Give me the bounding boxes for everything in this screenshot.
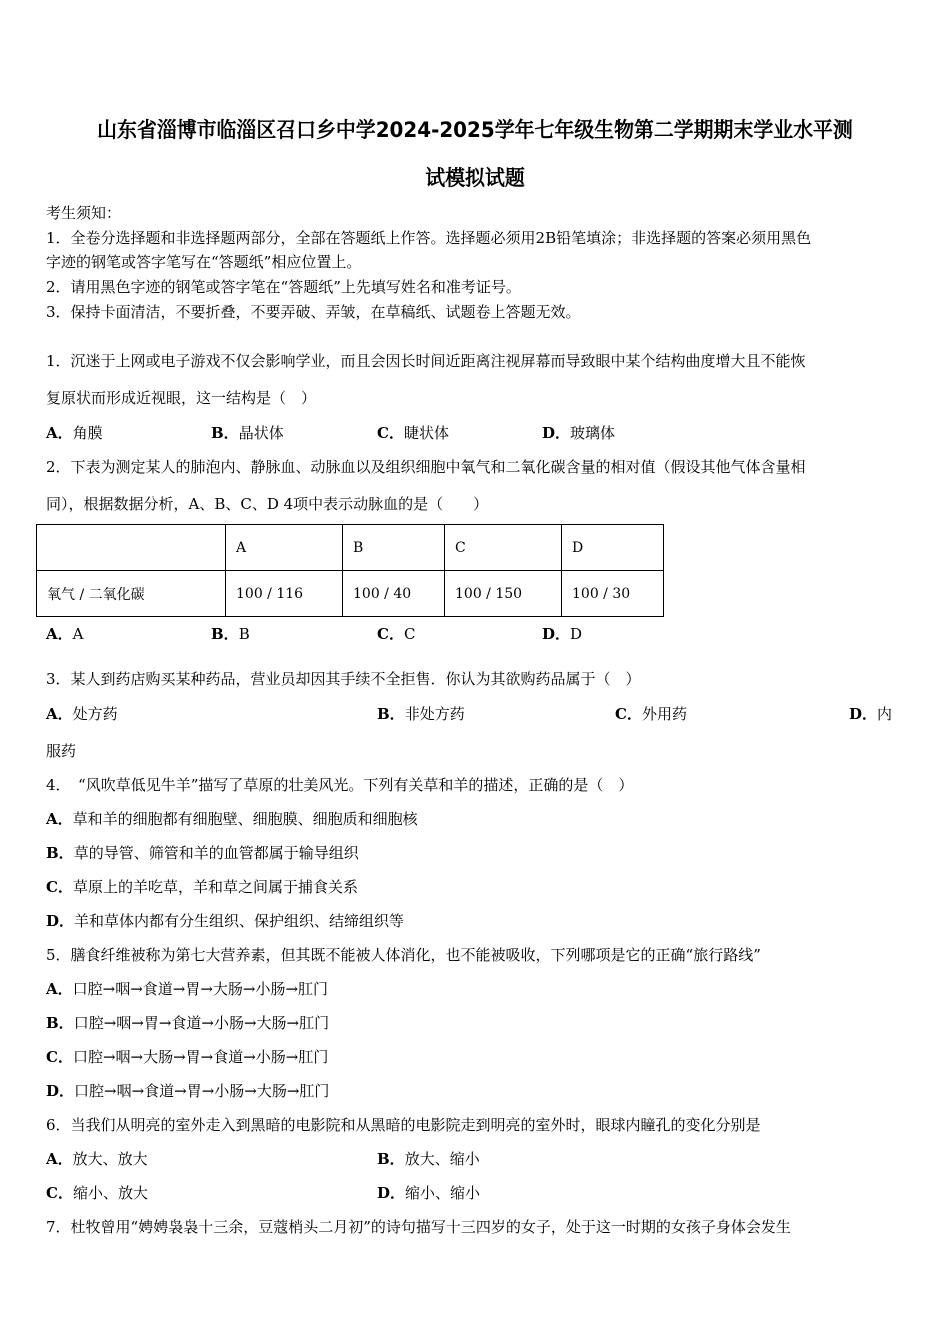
table-cell: 100 / 150: [445, 571, 562, 617]
question-3-option-d: D．内: [849, 705, 893, 723]
question-1-stem: 1．沉迷于上网或电子游戏不仅会影响学业，而且会因长时间近距离注视屏幕而导致眼中某个结构曲度增大且不能恢: [46, 352, 806, 370]
question-2-stem-continued: 同），根据数据分析，A、B、C、D 4项中表示动脉血的是（ ）: [46, 495, 489, 513]
question-4-option-c: C．草原上的羊吃草，羊和草之间属于捕食关系: [46, 878, 358, 896]
gas-data-table: [36, 524, 664, 617]
table-cell: B: [343, 525, 445, 571]
table-cell: 氧气 / 二氧化碳: [37, 571, 226, 617]
table-cell: [37, 525, 226, 571]
question-5-option-b: B．口腔→咽→胃→食道→小肠→大肠→肛门: [46, 1014, 330, 1032]
notice-header: 考生须知：: [46, 204, 122, 222]
question-4-stem: 4． “风吹草低见牛羊”描写了草原的壮美风光。下列有关草和羊的描述，正确的是（ ）: [46, 776, 634, 794]
table-cell: A: [226, 525, 343, 571]
question-6-option-b: B．放大、缩小: [377, 1150, 480, 1168]
question-4-option-b: B．草的导管、筛管和羊的血管都属于输导组织: [46, 844, 359, 862]
table-cell: C: [445, 525, 562, 571]
question-1-option-c: C．睫状体: [377, 424, 449, 442]
question-7-stem: 7．杜牧曾用“娉娉袅袅十三余，豆蔻梢头二月初”的诗句描写十三四岁的女子，处于这一时期的女孩子身体会发生: [46, 1218, 791, 1236]
question-3-option-c: C．外用药: [615, 705, 687, 723]
notice-line: 1．全卷分选择题和非选择题两部分，全部在答题纸上作答。选择题必须用2B铅笔填涂；非选择题的答案必须用黑色: [46, 229, 812, 247]
table-cell: 100 / 116: [226, 571, 343, 617]
question-6-stem: 6．当我们从明亮的室外走入到黑暗的电影院和从黑暗的电影院走到明亮的室外时，眼球内瞳孔的变化分别是: [46, 1116, 761, 1134]
table-cell: 100 / 30: [562, 571, 664, 617]
question-5-option-c: C．口腔→咽→大肠→胃→食道→小肠→肛门: [46, 1048, 329, 1066]
page-title: 山东省淄博市临淄区召口乡中学2024-2025学年七年级生物第二学期期末学业水平测: [97, 118, 853, 142]
question-2-option-d: D．D: [542, 625, 583, 643]
table-header-row: [37, 525, 664, 571]
question-1-option-b: B．晶状体: [211, 424, 284, 442]
question-4-option-d: D．羊和草体内都有分生组织、保护组织、结缔组织等: [46, 912, 405, 930]
question-5-option-a: A．口腔→咽→食道→胃→大肠→小肠→肛门: [46, 980, 329, 998]
table-cell: 100 / 40: [343, 571, 445, 617]
notice-line: 字迹的钢笔或答字笔写在“答题纸”相应位置上。: [46, 253, 362, 271]
table-row: [37, 571, 664, 617]
question-2-option-c: C．C: [377, 625, 416, 643]
question-3-option-b: B．非处方药: [377, 705, 465, 723]
question-3-option-d-continued: 服药: [46, 742, 77, 760]
question-5-option-d: D．口腔→咽→食道→胃→小肠→大肠→肛门: [46, 1082, 330, 1100]
question-2-option-b: B．B: [211, 625, 250, 643]
question-2-option-a: A．A: [46, 625, 84, 643]
page-title-continued: 试模拟试题: [425, 166, 525, 190]
table-cell: D: [562, 525, 664, 571]
notice-line: 2．请用黑色字迹的钢笔或答字笔在“答题纸”上先填写姓名和准考证号。: [46, 278, 521, 296]
question-1-stem-continued: 复原状而形成近视眼，这一结构是（ ）: [46, 389, 317, 407]
question-6-option-a: A．放大、放大: [46, 1150, 148, 1168]
notice-line: 3．保持卡面清洁，不要折叠，不要弄破、弄皱，在草稿纸、试题卷上答题无效。: [46, 303, 581, 321]
question-4-option-a: A．草和羊的细胞都有细胞壁、细胞膜、细胞质和细胞核: [46, 810, 418, 828]
question-3-option-a: A．处方药: [46, 705, 118, 723]
question-6-option-c: C．缩小、放大: [46, 1184, 148, 1202]
question-2-stem: 2．下表为测定某人的肺泡内、静脉血、动脉血以及组织细胞中氧气和二氧化碳含量的相对值（假设其他气体含量相: [46, 458, 806, 476]
question-3-stem: 3．某人到药店购买某种药品，营业员却因其手续不全拒售．你认为其欲购药品属于（ ）: [46, 670, 641, 688]
question-5-stem: 5．膳食纤维被称为第七大营养素，但其既不能被人体消化，也不能被吸收，下列哪项是它的正确“旅行路线”: [46, 946, 761, 964]
question-1-option-a: A．角膜: [46, 424, 103, 442]
question-1-option-d: D．玻璃体: [542, 424, 616, 442]
question-6-option-d: D．缩小、缩小: [377, 1184, 481, 1202]
